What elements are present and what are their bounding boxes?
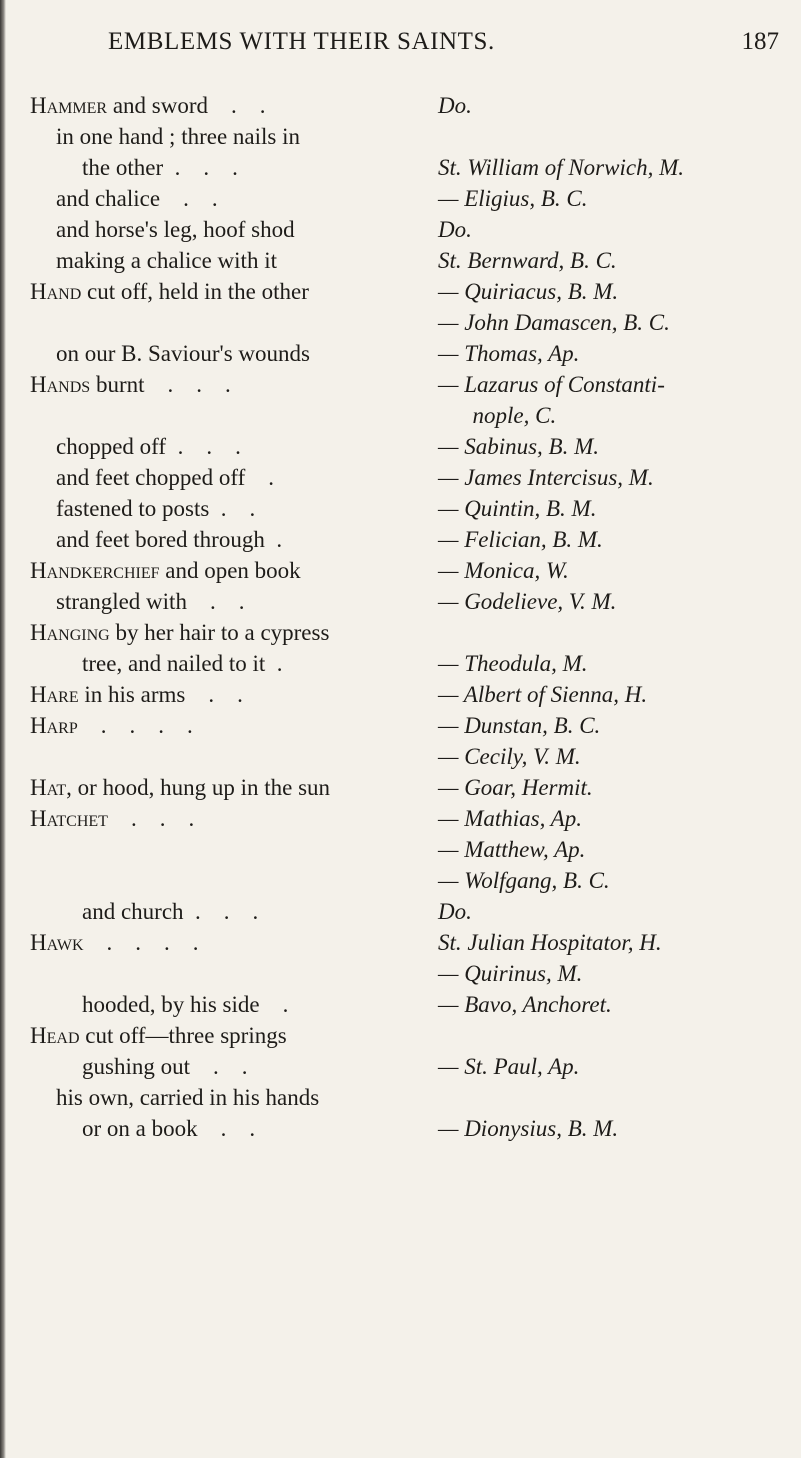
emblem-keyword: Hand: [30, 279, 82, 304]
emblem-description: hooded, by his side .: [82, 992, 289, 1017]
entry-row: [0, 710, 801, 741]
emblem-keyword: Hat: [30, 775, 67, 800]
saint-name: — Mathias, Ap.: [438, 806, 582, 831]
saint-name: — James Intercisus, M.: [438, 465, 654, 490]
entry-row: [0, 958, 801, 989]
emblem-text: [82, 648, 283, 679]
emblem-keyword: Hammer: [30, 93, 108, 118]
emblem-description: burnt . . .: [90, 372, 231, 397]
emblem-description: in his arms . .: [78, 682, 243, 707]
emblem-description: cut off, held in the other: [81, 279, 309, 304]
entry-row: [0, 555, 801, 586]
emblem-text: [30, 772, 330, 803]
emblem-description: chopped off . . .: [56, 434, 241, 459]
emblem-text: [56, 214, 295, 245]
emblem-keyword: Hanging: [30, 620, 110, 645]
emblem-text: [82, 1051, 247, 1082]
emblem-keyword: Hands: [30, 372, 91, 397]
emblem-description: the other . . .: [82, 155, 238, 180]
emblem-description: in one hand ; three nails in: [56, 124, 300, 149]
saint-name: — Matthew, Ap.: [438, 837, 586, 862]
emblem-description: fastened to posts . .: [56, 496, 256, 521]
emblem-description: by her hair to a cypress: [109, 620, 330, 645]
entry-row: [0, 865, 801, 896]
emblem-keyword: Hare: [30, 682, 79, 707]
saint-name: — John Damascen, B. C.: [438, 310, 670, 335]
entry-row: [0, 276, 801, 307]
saint-name: — Goar, Hermit.: [438, 775, 593, 800]
saint-name: — Felician, B. M.: [438, 527, 603, 552]
entry-row: [0, 1051, 801, 1082]
emblem-description: making a chalice with it: [56, 248, 277, 273]
entry-row: [0, 90, 801, 121]
saint-name: — Quirinus, M.: [438, 961, 583, 986]
saint-name: — St. Paul, Ap.: [438, 1054, 580, 1079]
saint-name: — Lazarus of Constanti-: [438, 372, 665, 397]
saint-name: St. William of Norwich, M.: [438, 155, 684, 180]
entry-row: [0, 431, 801, 462]
entry-row: [0, 400, 801, 431]
emblem-description: and sword . .: [107, 93, 266, 118]
emblem-text: [56, 183, 218, 214]
entry-row: [0, 1113, 801, 1144]
saint-name: — Monica, W.: [438, 558, 569, 583]
emblem-text: [30, 710, 193, 741]
emblem-description: . . . .: [83, 930, 199, 955]
entry-row: [0, 493, 801, 524]
entry-row: [0, 369, 801, 400]
saint-name: St. Julian Hospitator, H.: [438, 930, 662, 955]
running-title: EMBLEMS WITH THEIR SAINTS.: [108, 28, 495, 55]
emblem-text: [56, 586, 244, 617]
entry-row: [0, 803, 801, 834]
emblem-description: on our B. Saviour's wounds: [56, 341, 310, 366]
emblem-text: [82, 989, 288, 1020]
saint-name: Do.: [438, 217, 472, 242]
entry-row: [0, 586, 801, 617]
saint-name: — Sabinus, B. M.: [438, 434, 599, 459]
saint-name: — Godelieve, V. M.: [438, 589, 617, 614]
emblem-text: [30, 679, 243, 710]
emblem-text: [30, 90, 266, 121]
saint-name: — Cecily, V. M.: [438, 744, 581, 769]
entry-row: [0, 989, 801, 1020]
emblem-text: [56, 431, 241, 462]
entry-row: [0, 927, 801, 958]
entry-row: [0, 617, 801, 648]
emblem-text: [56, 493, 255, 524]
emblem-description: and church . . .: [82, 899, 259, 924]
emblem-text: [56, 121, 300, 152]
emblem-text: [82, 896, 258, 927]
emblem-text: [56, 462, 274, 493]
emblem-text: [30, 1020, 287, 1051]
emblem-text: [30, 927, 199, 958]
entry-row: [0, 524, 801, 555]
emblem-description: cut off—three springs: [79, 1023, 287, 1048]
emblem-text: [30, 555, 301, 586]
emblem-text: [30, 276, 309, 307]
entry-row: [0, 1082, 801, 1113]
emblem-description: tree, and nailed to it .: [82, 651, 283, 676]
emblem-text: [82, 1113, 255, 1144]
entry-row: [0, 245, 801, 276]
emblem-description: or on a book . .: [82, 1116, 256, 1141]
emblem-text: [56, 338, 310, 369]
emblem-keyword: Handkerchief: [30, 558, 160, 583]
emblem-description: . . .: [107, 806, 195, 831]
entry-row: [0, 152, 801, 183]
entry-row: [0, 772, 801, 803]
saint-name: — Wolfgang, B. C.: [438, 868, 610, 893]
entry-row: [0, 121, 801, 152]
entry-row: [0, 214, 801, 245]
emblem-text: [30, 617, 329, 648]
entry-row: [0, 834, 801, 865]
saint-name: — Albert of Sienna, H.: [438, 682, 648, 707]
emblem-description: gushing out . .: [82, 1054, 248, 1079]
saint-name: — Theodula, M.: [438, 651, 588, 676]
emblem-list: [0, 90, 801, 1144]
entry-row: [0, 462, 801, 493]
saint-name: Do.: [438, 93, 472, 118]
entry-row: [0, 741, 801, 772]
emblem-keyword: Harp: [30, 713, 78, 738]
emblem-description: and horse's leg, hoof shod: [56, 217, 295, 242]
entry-row: [0, 183, 801, 214]
entry-row: [0, 338, 801, 369]
saint-name: Do.: [438, 899, 472, 924]
emblem-description: and feet chopped off .: [56, 465, 274, 490]
saint-name: — Dunstan, B. C.: [438, 713, 601, 738]
emblem-keyword: Head: [30, 1023, 80, 1048]
entry-row: [0, 679, 801, 710]
saint-name: — Quiriacus, B. M.: [438, 279, 619, 304]
entry-row: [0, 896, 801, 927]
page-header: [0, 14, 801, 54]
emblem-text: [82, 152, 238, 183]
saint-name: St. Bernward, B. C.: [438, 248, 617, 273]
emblem-text: [56, 1082, 319, 1113]
saint-name: — Thomas, Ap.: [438, 341, 580, 366]
emblem-text: [30, 369, 231, 400]
entry-row: [0, 307, 801, 338]
emblem-description: his own, carried in his hands: [56, 1085, 320, 1110]
emblem-text: [56, 524, 282, 555]
emblem-description: and feet bored through .: [56, 527, 283, 552]
entry-row: [0, 648, 801, 679]
emblem-description: and open book: [159, 558, 301, 583]
emblem-text: [56, 245, 277, 276]
emblem-description: strangled with . .: [56, 589, 245, 614]
page-number: 187: [741, 28, 779, 55]
entry-row: [0, 1020, 801, 1051]
saint-name: — Quintin, B. M.: [438, 496, 597, 521]
emblem-description: . . . .: [77, 713, 193, 738]
saint-name: nople, C.: [438, 403, 557, 428]
saint-name: — Dionysius, B. M.: [438, 1116, 619, 1141]
emblem-keyword: Hawk: [30, 930, 84, 955]
emblem-keyword: Hatchet: [30, 806, 108, 831]
saint-name: — Eligius, B. C.: [438, 186, 588, 211]
emblem-text: [30, 803, 194, 834]
emblem-description: and chalice . .: [56, 186, 218, 211]
emblem-description: , or hood, hung up in the sun: [66, 775, 331, 800]
saint-name: — Bavo, Anchoret.: [438, 992, 612, 1017]
